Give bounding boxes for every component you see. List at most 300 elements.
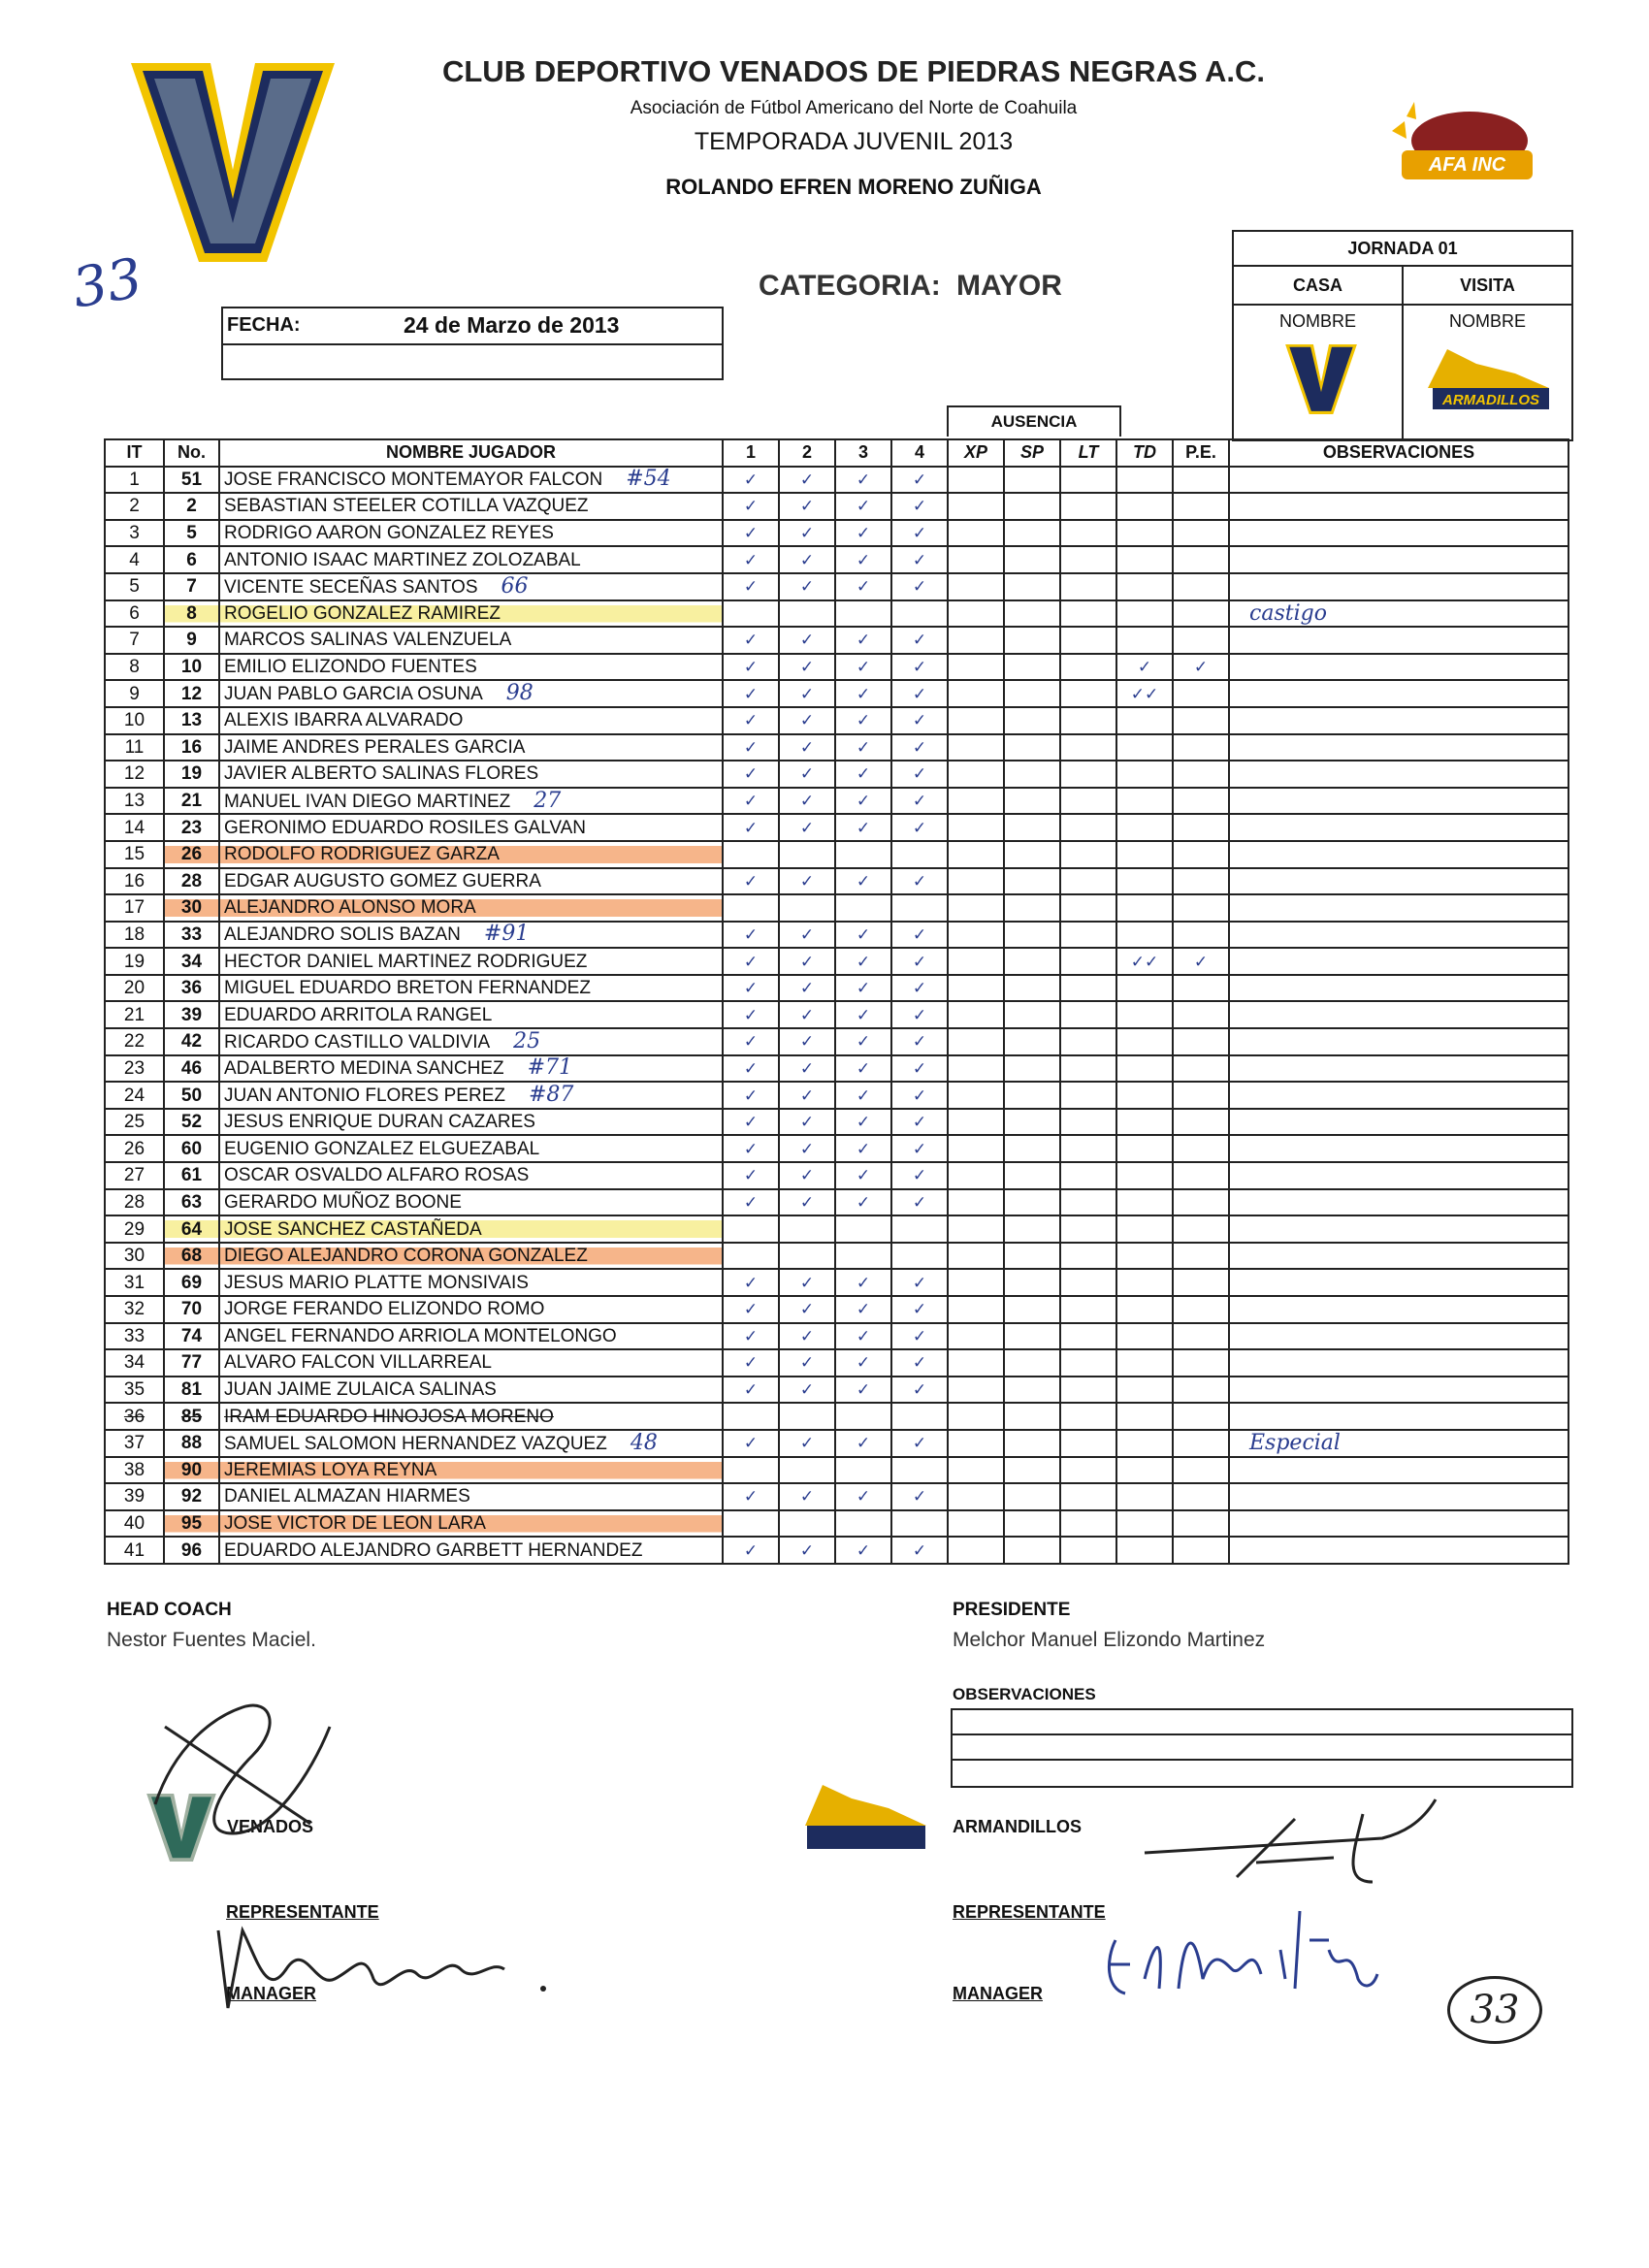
sp-cell [1004,520,1060,547]
table-row [105,1349,1568,1377]
quarter-check-cell: ✓ [891,975,948,1002]
lt-cell [1060,1457,1116,1484]
player-name: JUAN PABLO GARCIA OSUNA [224,684,483,705]
pe-cell [1173,1082,1229,1109]
jersey-number-cell: 9 [164,627,219,654]
sp-cell [1004,868,1060,895]
quarter-check-cell: ✓ [723,975,779,1002]
table-row [105,493,1568,520]
observation-cell [1229,1109,1568,1136]
pe-cell [1173,1055,1229,1083]
quarter-check-cell: ✓ [723,788,779,815]
observation-cell [1229,1082,1568,1109]
col-header: NOMBRE JUGADOR [219,439,723,467]
col-header: No. [164,439,219,467]
sp-cell [1004,1323,1060,1350]
pe-cell [1173,1403,1229,1430]
quarter-check-cell [835,1457,891,1484]
item-number-cell: 29 [105,1215,164,1243]
item-number-cell: 25 [105,1109,164,1136]
table-row [105,1189,1568,1216]
lt-cell [1060,627,1116,654]
td-cell [1116,814,1173,841]
observation-cell: castigo [1229,600,1568,628]
player-name-cell [219,1483,723,1510]
afa-logo [1377,92,1552,184]
manager-right: MANAGER [953,1984,1043,2003]
lt-cell [1060,520,1116,547]
pe-cell [1173,493,1229,520]
table-row [105,894,1568,922]
jersey-number-cell: 19 [164,761,219,788]
xp-cell [948,1055,1004,1083]
quarter-check-cell [723,1457,779,1484]
td-cell [1116,1055,1173,1083]
sp-cell [1004,1537,1060,1564]
pe-cell [1173,1537,1229,1564]
xp-cell [948,975,1004,1002]
jersey-number-cell: 69 [164,1269,219,1296]
quarter-check-cell [835,1243,891,1270]
quarter-check-cell: ✓ [779,573,835,600]
player-name-cell [219,1377,723,1404]
observation-cell [1229,1055,1568,1083]
lt-cell [1060,814,1116,841]
quarter-check-cell [891,1403,948,1430]
xp-cell [948,1269,1004,1296]
quarter-check-cell: ✓ [779,1028,835,1055]
item-number-cell: 7 [105,627,164,654]
quarter-check-cell: ✓ [835,868,891,895]
pe-cell [1173,922,1229,949]
jersey-number-cell: 68 [164,1243,219,1270]
player-name: GERONIMO EDUARDO ROSILES GALVAN [224,817,587,838]
observation-cell [1229,1349,1568,1377]
sp-cell [1004,654,1060,681]
quarter-check-cell: ✓ [779,654,835,681]
observation-cell [1229,1189,1568,1216]
lt-cell [1060,1430,1116,1457]
handwritten-jersey-note: #54 [626,467,671,492]
quarter-check-cell [723,894,779,922]
player-name-cell [219,868,723,895]
table-row [105,1537,1568,1564]
sp-cell [1004,600,1060,628]
quarter-check-cell: ✓ [891,520,948,547]
col-header: TD [1116,439,1173,467]
quarter-check-cell: ✓ [835,573,891,600]
table-row [105,1403,1568,1430]
lt-cell [1060,493,1116,520]
observation-cell [1229,1162,1568,1189]
quarter-check-cell: ✓ [835,1483,891,1510]
observations-label: OBSERVACIONES [953,1685,1096,1703]
quarter-check-cell: ✓ [835,1001,891,1028]
item-number-cell: 22 [105,1028,164,1055]
observation-cell [1229,814,1568,841]
quarter-check-cell: ✓ [891,1349,948,1377]
player-name: OSCAR OSVALDO ALFARO ROSAS [224,1165,530,1186]
quarter-check-cell [779,841,835,868]
quarter-check-cell: ✓ [779,734,835,761]
td-cell [1116,841,1173,868]
head-coach-name: Nestor Fuentes Maciel. [107,1629,316,1651]
manager-left: MANAGER [226,1984,316,2003]
quarter-check-cell: ✓ [723,814,779,841]
pe-cell: ✓ [1173,948,1229,975]
xp-cell [948,1377,1004,1404]
player-name-cell [219,1537,723,1564]
observation-cell [1229,1269,1568,1296]
observation-cell [1229,520,1568,547]
quarter-check-cell [835,894,891,922]
table-row [105,627,1568,654]
player-name-cell [219,788,723,815]
player-name: EDUARDO ALEJANDRO GARBETT HERNANDEZ [224,1539,643,1561]
quarter-check-cell [835,1510,891,1538]
col-header: 4 [891,439,948,467]
quarter-check-cell: ✓ [891,814,948,841]
jersey-number-cell: 10 [164,654,219,681]
quarter-check-cell: ✓ [835,948,891,975]
quarter-check-cell: ✓ [891,1055,948,1083]
item-number-cell: 15 [105,841,164,868]
player-name: HECTOR DANIEL MARTINEZ RODRIGUEZ [224,951,588,972]
quarter-check-cell [779,1243,835,1270]
td-cell [1116,493,1173,520]
quarter-check-cell: ✓ [891,1377,948,1404]
td-cell [1116,1537,1173,1564]
quarter-check-cell [779,1215,835,1243]
category-value: MAYOR [956,270,1062,302]
pe-cell [1173,1483,1229,1510]
lt-cell [1060,680,1116,707]
quarter-check-cell: ✓ [723,1028,779,1055]
sp-cell [1004,1028,1060,1055]
table-row [105,1483,1568,1510]
season-title: TEMPORADA JUVENIL 2013 [694,128,1014,155]
observation-cell [1229,627,1568,654]
quarter-check-cell: ✓ [835,654,891,681]
sp-cell [1004,1135,1060,1162]
pe-cell [1173,1296,1229,1323]
pe-cell [1173,868,1229,895]
lt-cell [1060,654,1116,681]
td-cell [1116,734,1173,761]
association-subtitle: Asociación de Fútbol Americano del Norte de Coahuila [630,98,1078,118]
quarter-check-cell [891,1243,948,1270]
jersey-number-cell: 60 [164,1135,219,1162]
pe-cell [1173,1457,1229,1484]
player-name-cell [219,1215,723,1243]
jersey-number-cell: 26 [164,841,219,868]
player-name: VICENTE SECEÑAS SANTOS [224,576,478,598]
item-number-cell: 39 [105,1483,164,1510]
sp-cell [1004,1215,1060,1243]
quarter-check-cell: ✓ [779,1055,835,1083]
item-number-cell: 31 [105,1269,164,1296]
item-number-cell: 18 [105,922,164,949]
quarter-check-cell: ✓ [779,546,835,573]
afa-logo-text: AFA INC [1428,154,1506,176]
td-cell [1116,922,1173,949]
item-number-cell: 5 [105,573,164,600]
quarter-check-cell: ✓ [779,1323,835,1350]
table-row [105,841,1568,868]
pe-cell [1173,680,1229,707]
quarter-check-cell: ✓ [835,493,891,520]
lt-cell [1060,1028,1116,1055]
xp-cell [948,814,1004,841]
observation-cell [1229,573,1568,600]
observation-cell [1229,680,1568,707]
sp-cell [1004,1269,1060,1296]
xp-cell [948,1403,1004,1430]
pe-cell [1173,814,1229,841]
td-cell [1116,520,1173,547]
player-name-cell [219,467,723,494]
jersey-number-cell: 28 [164,868,219,895]
pe-cell [1173,1510,1229,1538]
away-logo-text: ARMADILLOS [1442,392,1539,408]
sp-cell [1004,734,1060,761]
item-number-cell: 30 [105,1243,164,1270]
quarter-check-cell [779,1457,835,1484]
player-name-cell [219,493,723,520]
table-row [105,1510,1568,1538]
col-header: XP [948,439,1004,467]
observation-cell [1229,788,1568,815]
quarter-check-cell: ✓ [891,1269,948,1296]
xp-cell [948,600,1004,628]
pe-cell [1173,1109,1229,1136]
signature-manager-left [209,1901,558,2018]
quarter-check-cell: ✓ [723,1349,779,1377]
item-number-cell: 36 [105,1403,164,1430]
quarter-check-cell: ✓ [779,1189,835,1216]
observation-cell [1229,1296,1568,1323]
quarter-check-cell: ✓ [835,814,891,841]
pe-cell [1173,894,1229,922]
quarter-check-cell: ✓ [779,922,835,949]
td-cell [1116,1403,1173,1430]
sp-cell [1004,894,1060,922]
roster-table [104,438,1569,1565]
td-cell [1116,1377,1173,1404]
away-label: VISITA [1460,275,1515,295]
xp-cell [948,1028,1004,1055]
signature-manager-right [1096,1882,1387,2008]
pe-cell [1173,1377,1229,1404]
table-row [105,1162,1568,1189]
quarter-check-cell: ✓ [835,1135,891,1162]
sp-cell [1004,1403,1060,1430]
player-name: SEBASTIAN STEELER COTILLA VAZQUEZ [224,496,589,517]
pe-cell [1173,1215,1229,1243]
player-name-cell [219,1055,723,1083]
player-name: DIEGO ALEJANDRO CORONA GONZALEZ [224,1246,588,1267]
td-cell [1116,627,1173,654]
lt-cell [1060,1162,1116,1189]
item-number-cell: 37 [105,1430,164,1457]
td-cell [1116,868,1173,895]
quarter-check-cell [835,841,891,868]
table-row [105,1269,1568,1296]
quarter-check-cell: ✓ [891,1483,948,1510]
player-name-cell [219,546,723,573]
quarter-check-cell [779,894,835,922]
quarter-check-cell: ✓ [723,1323,779,1350]
lt-cell [1060,1215,1116,1243]
quarter-check-cell: ✓ [779,493,835,520]
jersey-number-cell: 51 [164,467,219,494]
item-number-cell: 32 [105,1296,164,1323]
quarter-check-cell: ✓ [891,1001,948,1028]
player-name: ANGEL FERNANDO ARRIOLA MONTELONGO [224,1325,617,1346]
table-row [105,573,1568,600]
td-cell [1116,546,1173,573]
table-row [105,520,1568,547]
td-cell [1116,573,1173,600]
td-cell [1116,894,1173,922]
item-number-cell: 27 [105,1162,164,1189]
td-cell: ✓ [1116,654,1173,681]
player-name-cell [219,1269,723,1296]
lt-cell [1060,1510,1116,1538]
lt-cell [1060,734,1116,761]
sp-cell [1004,788,1060,815]
td-cell: ✓✓ [1116,948,1173,975]
lt-cell [1060,1296,1116,1323]
jersey-number-cell: 8 [164,600,219,628]
sp-cell [1004,1483,1060,1510]
player-name-cell [219,573,723,600]
item-number-cell: 38 [105,1457,164,1484]
jersey-number-cell: 5 [164,520,219,547]
table-row [105,1377,1568,1404]
quarter-check-cell: ✓ [723,1162,779,1189]
xp-cell [948,546,1004,573]
player-name: MIGUEL EDUARDO BRETON FERNANDEZ [224,978,591,999]
player-name-cell [219,1189,723,1216]
quarter-check-cell [891,894,948,922]
player-name-cell [219,1349,723,1377]
quarter-check-cell: ✓ [779,1349,835,1377]
jersey-number-cell: 52 [164,1109,219,1136]
sp-cell [1004,1457,1060,1484]
xp-cell [948,1109,1004,1136]
item-number-cell: 21 [105,1001,164,1028]
quarter-check-cell: ✓ [835,1349,891,1377]
quarter-check-cell: ✓ [835,1162,891,1189]
xp-cell [948,948,1004,975]
representante-right: REPRESENTANTE [953,1902,1106,1922]
quarter-check-cell [779,1403,835,1430]
xp-cell [948,1537,1004,1564]
quarter-check-cell: ✓ [835,680,891,707]
quarter-check-cell [779,600,835,628]
player-name: GERARDO MUÑOZ BOONE [224,1191,462,1213]
table-row [105,1109,1568,1136]
observation-cell: Especial [1229,1430,1568,1457]
pe-cell [1173,1189,1229,1216]
quarter-check-cell: ✓ [779,1269,835,1296]
quarter-check-cell: ✓ [835,1377,891,1404]
quarter-check-cell: ✓ [891,1296,948,1323]
pe-cell [1173,520,1229,547]
sp-cell [1004,1189,1060,1216]
player-name-cell [219,1510,723,1538]
quarter-check-cell: ✓ [779,948,835,975]
quarter-check-cell: ✓ [835,1269,891,1296]
player-name-cell [219,1403,723,1430]
quarter-check-cell: ✓ [891,1537,948,1564]
table-row [105,600,1568,628]
lt-cell [1060,1537,1116,1564]
td-cell [1116,761,1173,788]
item-number-cell: 16 [105,868,164,895]
quarter-check-cell: ✓ [835,788,891,815]
quarter-check-cell: ✓ [835,1055,891,1083]
pe-cell [1173,788,1229,815]
item-number-cell: 2 [105,493,164,520]
observation-cell [1229,922,1568,949]
jersey-number-cell: 2 [164,493,219,520]
table-row [105,1055,1568,1083]
item-number-cell: 35 [105,1377,164,1404]
quarter-check-cell: ✓ [723,868,779,895]
jersey-number-cell: 21 [164,788,219,815]
sp-cell [1004,922,1060,949]
quarter-check-cell: ✓ [723,1189,779,1216]
quarter-check-cell: ✓ [779,467,835,494]
quarter-check-cell: ✓ [723,1269,779,1296]
td-cell [1116,1510,1173,1538]
table-row [105,680,1568,707]
pe-cell [1173,707,1229,734]
lt-cell [1060,1055,1116,1083]
category-label: CATEGORIA: [759,270,941,302]
quarter-check-cell: ✓ [779,1135,835,1162]
lt-cell [1060,707,1116,734]
jersey-number-cell: 70 [164,1296,219,1323]
quarter-check-cell: ✓ [779,1430,835,1457]
item-number-cell: 1 [105,467,164,494]
jersey-number-cell: 85 [164,1403,219,1430]
quarter-check-cell: ✓ [891,1189,948,1216]
quarter-check-cell: ✓ [891,573,948,600]
observation-cell [1229,1243,1568,1270]
lt-cell [1060,1483,1116,1510]
item-number-cell: 4 [105,546,164,573]
quarter-check-cell: ✓ [779,1537,835,1564]
jersey-number-cell: 16 [164,734,219,761]
item-number-cell: 10 [105,707,164,734]
pe-cell [1173,546,1229,573]
pe-cell [1173,1001,1229,1028]
quarter-check-cell: ✓ [723,1537,779,1564]
table-row [105,1323,1568,1350]
quarter-check-cell: ✓ [779,1162,835,1189]
pe-cell [1173,627,1229,654]
td-cell [1116,1483,1173,1510]
item-number-cell: 14 [105,814,164,841]
col-header: LT [1060,439,1116,467]
table-row [105,546,1568,573]
observations-box [951,1708,1573,1788]
quarter-check-cell: ✓ [723,707,779,734]
jornada-title: JORNADA 01 [1234,232,1571,267]
